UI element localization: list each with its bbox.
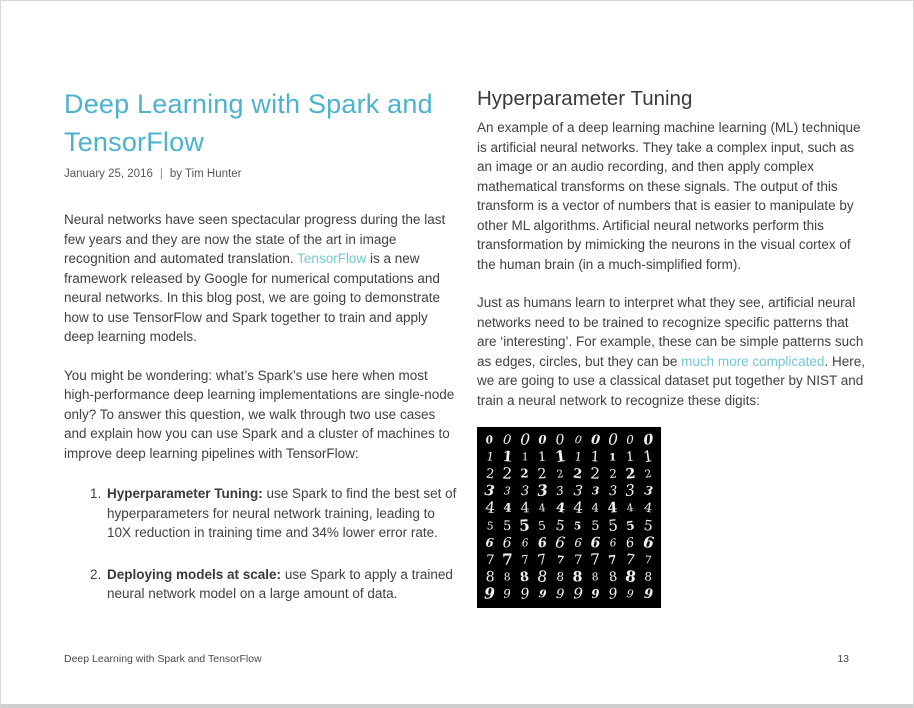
list-item-deploying-models xyxy=(64,565,457,604)
footer-document-title: Deep Learning with Spark and TensorFlow xyxy=(64,653,262,665)
mnist-digits-image: 0 0 0 0 0 0 0 0 0 0 1 1 1 1 1 1 1 1 1 1 2 2 2 2 2 2 2 2 2 2 3 3 3 3 3 3 3 3 3 3 4 4 4 4 4 4 4 4 4 4 5 5 5 5 5 5 5 5 5 5 6 6 6 6 6 6 6 6 6 6 7 7 7 7 7 7 7 7 7 7 8 8 8 8 8 8 8 8 8 8 9 9 9 9 9 9 9 9 9 9 xyxy=(477,427,661,608)
ml-explanation-paragraph: An example of a deep learning machine learning (ML) technique is artificial neural networks. They take a complex input, such as an image or an audio recording, and then apply complex mathematical transforms on these signals. The output of this transform is a vector of numbers that is easier to manipulate by other ML algorithms. Artificial neural networks perform this transformation by mimicking the neurons in the visual cortex of the human brain (in a much-simplified form). xyxy=(477,120,861,272)
footer-page-number: 13 xyxy=(837,653,849,665)
intro-text-2: is a new framework released by Google for numerical computations and neural networks. In this blog post, we are going to demonstrate how to use TensorFlow and Spark together to train and apply deep learning models. xyxy=(64,251,440,344)
training-paragraph xyxy=(477,293,869,410)
training-text-1: Just as humans learn to interpret what they see, artificial neural networks need to be trained to recognize specific patterns that are ‘interesting’. For example, these can be simple patterns such as edges, circles, but they can be xyxy=(477,295,864,369)
wondering-paragraph: You might be wondering: what’s Spark’s use here when most high-performance deep learning implementations are single-node only? To answer this question, we walk through two use cases and explain how you can use Spark and a cluster of machines to improve deep learning pipelines with TensorFlow: xyxy=(64,367,455,461)
list-item-lead: Deploying models at scale: xyxy=(107,566,282,582)
page-title-line2: TensorFlow xyxy=(64,127,205,157)
byline-separator: | xyxy=(159,168,163,180)
list-item-text: use Spark to find the best set of hyperparameters for neural network training, leading to 10X reduction in training time and 34% lower error rate. xyxy=(107,486,457,540)
byline xyxy=(64,167,457,182)
intro-paragraph xyxy=(64,210,457,347)
publish-date: January 25, 2016 xyxy=(64,168,153,180)
right-column xyxy=(477,85,869,608)
author: by Tim Hunter xyxy=(169,168,242,180)
intro-text-1: Neural networks have seen spectacular progress during the last few years and they are now the state of the art in image recognition and automated translation. xyxy=(64,212,446,266)
section-heading: Hyperparameter Tuning xyxy=(477,87,693,110)
left-column xyxy=(64,85,457,604)
page-title-line1: Deep Learning with Spark and xyxy=(64,89,433,119)
page-title xyxy=(64,85,457,161)
list-number: 2. xyxy=(90,566,102,582)
use-case-list xyxy=(64,484,457,604)
list-item-lead: Hyperparameter Tuning: xyxy=(107,486,263,501)
much-more-complicated-link[interactable]: much more complicated xyxy=(681,353,825,369)
list-item-text: use Spark to apply a trained neural network model on a large amount of data. xyxy=(107,566,453,601)
list-item-body xyxy=(107,484,457,543)
list-item-hyperparameter-tuning xyxy=(64,484,457,543)
list-item-body xyxy=(107,565,457,604)
training-text-2: . Here, we are going to use a classical dataset put together by NIST and train a neural network to recognize these digits: xyxy=(477,353,865,408)
tensorflow-link[interactable]: TensorFlow xyxy=(297,251,367,266)
page-footer xyxy=(64,652,849,666)
list-number: 1. xyxy=(90,486,102,501)
